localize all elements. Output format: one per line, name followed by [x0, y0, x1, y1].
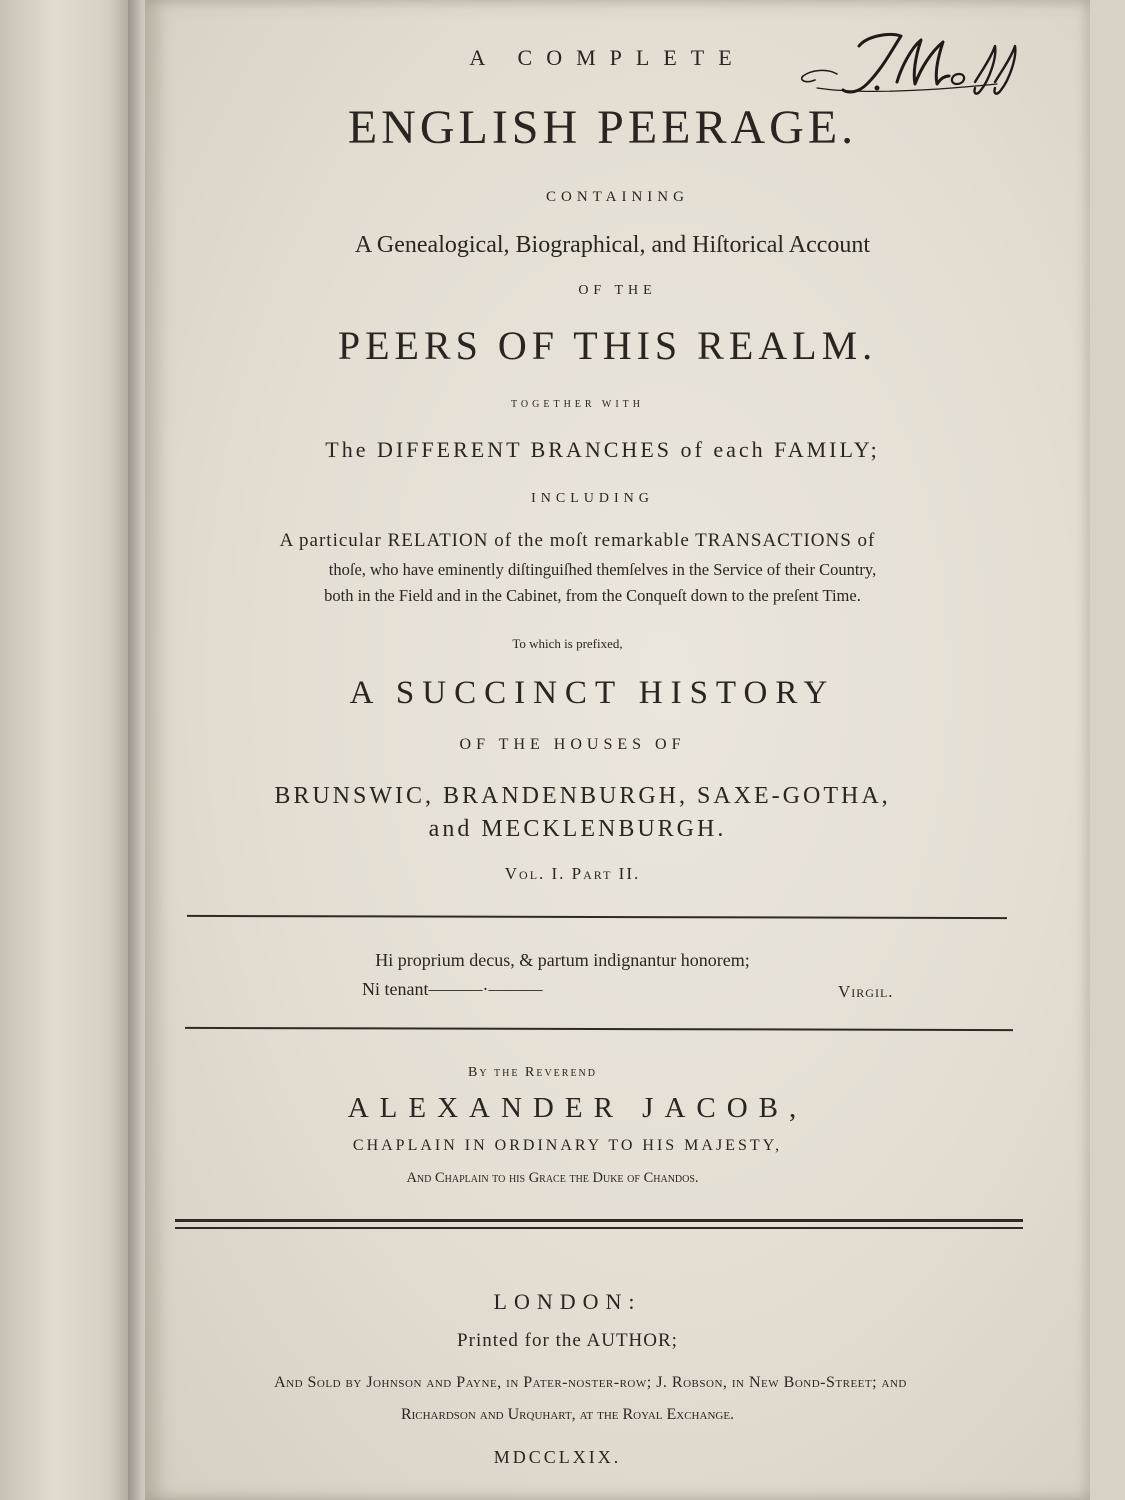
printed-for-line: Printed for the AUTHOR; — [457, 1330, 678, 1351]
epigraph-ni-tenant: Ni tenant — [362, 979, 429, 999]
rule-double-top — [175, 1219, 1023, 1222]
year-line: MDCCLXIX. — [493, 1447, 622, 1467]
sold-by-line-2: Richardson and Urquhart, at the Royal Exchange. — [400, 1406, 735, 1423]
author-name: ALEXANDER JACOB, — [347, 1092, 808, 1124]
mecklenburgh-line: and MECKLENBURGH. — [428, 816, 727, 842]
handwritten-signature — [797, 18, 1057, 108]
branches-line: The DIFFERENT BRANCHES of each FAMILY; — [325, 437, 880, 462]
main-title: ENGLISH PEERAGE. — [347, 101, 858, 154]
epigraph-line-2 — [362, 979, 542, 1000]
grace-line: And Chaplain to his Grace the Duke of Chandos. — [406, 1170, 699, 1186]
peers-line: PEERS OF THIS REALM. — [337, 323, 878, 368]
rule-middle — [185, 1027, 1013, 1031]
brunswic-line: BRUNSWIC, BRANDENBURGH, SAXE-GOTHA, — [274, 783, 891, 809]
epigraph-line-1: Hi proprium decus, & partum indignantur honorem; — [375, 950, 750, 970]
rule-double-bottom — [175, 1227, 1023, 1229]
including-label: INCLUDING — [531, 491, 654, 506]
chaplain-line: CHAPLAIN IN ORDINARY TO HIS MAJESTY, — [352, 1137, 783, 1154]
relation-line-2: thoſe, who have eminently diſtinguiſhed themſelves in the Service of their Country, — [328, 560, 877, 579]
together-with-label: TOGETHER WITH — [510, 399, 644, 410]
account-line: A Genealogical, Biographical, and Hiſtorical Account — [354, 232, 871, 258]
sold-by-line-1: And Sold by Johnson and Payne, in Pater-noſter-row; J. Robson, in New Bond-Street; and — [274, 1374, 907, 1391]
prefixed-line: To which is prefixed, — [512, 636, 623, 651]
title-page — [145, 0, 1090, 1500]
london-line: LONDON: — [493, 1289, 642, 1314]
epigraph-attribution: Virgil. — [838, 982, 894, 1001]
title-complete: A COMPLETE — [469, 45, 746, 70]
relation-line-3: both in the Field and in the Cabinet, from the Conqueſt down to the preſent Time. — [324, 586, 861, 605]
of-the-label: OF THE — [578, 283, 657, 298]
rule-top — [187, 915, 1007, 919]
containing-label: CONTAINING — [546, 189, 689, 205]
by-the-reverend-line: By the Reverend — [468, 1065, 597, 1080]
relation-line-1: A particular RELATION of the moſt remarkable TRANSACTIONS of — [279, 530, 876, 551]
houses-of-label: OF THE HOUSES OF — [459, 736, 686, 753]
epigraph-dashes: ———·——— — [428, 979, 543, 999]
volume-line: Vol. I. Part II. — [504, 864, 641, 883]
succinct-history-line: A SUCCINCT HISTORY — [349, 675, 836, 711]
